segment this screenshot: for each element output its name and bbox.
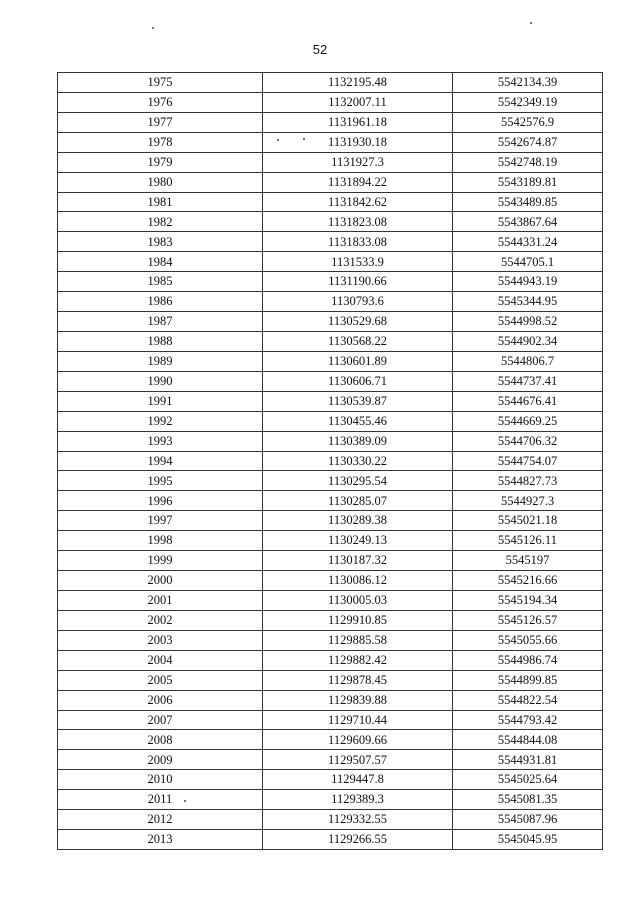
year-cell: 1986 (58, 292, 263, 312)
year-cell: 2007 (58, 710, 263, 730)
value-a-cell: 1130529.68 (263, 312, 453, 332)
value-b-cell: 5545216.66 (453, 571, 603, 591)
year-cell: 2002 (58, 610, 263, 630)
value-a-cell: 1130187.32 (263, 551, 453, 571)
data-table (57, 72, 603, 850)
value-a-cell: 1131961.18 (263, 112, 453, 132)
value-b-cell: 5542748.19 (453, 152, 603, 172)
value-b-cell: 5544931.81 (453, 750, 603, 770)
value-b-cell: 5544943.19 (453, 272, 603, 292)
value-a-cell: 1129839.88 (263, 690, 453, 710)
table-row (58, 112, 603, 132)
table-row (58, 451, 603, 471)
value-a-cell: 1130568.22 (263, 331, 453, 351)
value-a-cell: 1130455.46 (263, 411, 453, 431)
value-a-cell: 1131190.66 (263, 272, 453, 292)
value-b-cell: 5545021.18 (453, 511, 603, 531)
table-row (58, 650, 603, 670)
table-row (58, 630, 603, 650)
value-b-cell: 5544737.41 (453, 371, 603, 391)
year-cell: 1978 (58, 132, 263, 152)
table-row (58, 232, 603, 252)
value-b-cell: 5545126.11 (453, 531, 603, 551)
table-row (58, 292, 603, 312)
value-a-cell: 1130330.22 (263, 451, 453, 471)
value-b-cell: 5544899.85 (453, 670, 603, 690)
value-b-cell: 5543489.85 (453, 192, 603, 212)
value-b-cell: 5545087.96 (453, 810, 603, 830)
value-b-cell: 5542576.9 (453, 112, 603, 132)
value-b-cell: 5544927.3 (453, 491, 603, 511)
value-b-cell: 5542674.87 (453, 132, 603, 152)
value-a-cell: 1129710.44 (263, 710, 453, 730)
value-a-cell: 1131930.18 (263, 132, 453, 152)
value-b-cell: 5544998.52 (453, 312, 603, 332)
value-b-cell: 5543189.81 (453, 172, 603, 192)
value-b-cell: 5544331.24 (453, 232, 603, 252)
year-cell: 1985 (58, 272, 263, 292)
value-b-cell: 5545197 (453, 551, 603, 571)
year-cell: 1993 (58, 431, 263, 451)
value-b-cell: 5544806.7 (453, 351, 603, 371)
value-b-cell: 5544902.34 (453, 331, 603, 351)
value-b-cell: 5542134.39 (453, 73, 603, 93)
table-row (58, 531, 603, 551)
table-row (58, 571, 603, 591)
table-row (58, 710, 603, 730)
value-b-cell: 5544705.1 (453, 252, 603, 272)
value-a-cell: 1131533.9 (263, 252, 453, 272)
value-a-cell: 1131927.3 (263, 152, 453, 172)
value-a-cell: 1129447.8 (263, 770, 453, 790)
value-b-cell: 5544827.73 (453, 471, 603, 491)
table-row (58, 491, 603, 511)
table-body (58, 73, 603, 850)
table-row (58, 411, 603, 431)
value-b-cell: 5545025.64 (453, 770, 603, 790)
table-row (58, 391, 603, 411)
value-a-cell: 1130601.89 (263, 351, 453, 371)
year-cell: 2003 (58, 630, 263, 650)
value-b-cell: 5545126.57 (453, 610, 603, 630)
value-a-cell: 1132007.11 (263, 92, 453, 112)
year-cell: 2011 (58, 790, 263, 810)
table-row (58, 810, 603, 830)
year-cell: 1981 (58, 192, 263, 212)
year-cell: 1983 (58, 232, 263, 252)
value-b-cell: 5545081.35 (453, 790, 603, 810)
table-row (58, 331, 603, 351)
year-cell: 1979 (58, 152, 263, 172)
year-cell: 1989 (58, 351, 263, 371)
table-row (58, 770, 603, 790)
year-cell: 2006 (58, 690, 263, 710)
table-row (58, 371, 603, 391)
year-cell: 1984 (58, 252, 263, 272)
table-row (58, 690, 603, 710)
year-cell: 1995 (58, 471, 263, 491)
year-cell: 1987 (58, 312, 263, 332)
value-b-cell: 5544822.54 (453, 690, 603, 710)
year-cell: 1992 (58, 411, 263, 431)
value-a-cell: 1129882.42 (263, 650, 453, 670)
year-cell: 1999 (58, 551, 263, 571)
table-row (58, 730, 603, 750)
table-row (58, 312, 603, 332)
value-a-cell: 1130793.6 (263, 292, 453, 312)
table-row (58, 132, 603, 152)
value-b-cell: 5545344.95 (453, 292, 603, 312)
year-cell: 2012 (58, 810, 263, 830)
value-a-cell: 1130086.12 (263, 571, 453, 591)
year-cell: 2005 (58, 670, 263, 690)
value-a-cell: 1130249.13 (263, 531, 453, 551)
value-b-cell: 5544676.41 (453, 391, 603, 411)
table-row (58, 192, 603, 212)
page-number: 52 (312, 42, 328, 57)
year-cell: 1980 (58, 172, 263, 192)
value-b-cell: 5544986.74 (453, 650, 603, 670)
year-cell: 2013 (58, 830, 263, 850)
table-row (58, 750, 603, 770)
table-row (58, 610, 603, 630)
year-cell: 1977 (58, 112, 263, 132)
value-a-cell: 1129266.55 (263, 830, 453, 850)
value-a-cell: 1130389.09 (263, 431, 453, 451)
value-a-cell: 1130606.71 (263, 371, 453, 391)
year-cell: 1998 (58, 531, 263, 551)
value-a-cell: 1131894.22 (263, 172, 453, 192)
year-cell: 2004 (58, 650, 263, 670)
year-cell: 2000 (58, 571, 263, 591)
table-row (58, 172, 603, 192)
value-b-cell: 5544669.25 (453, 411, 603, 431)
value-b-cell: 5544754.07 (453, 451, 603, 471)
value-a-cell: 1129885.58 (263, 630, 453, 650)
year-cell: 1994 (58, 451, 263, 471)
year-cell: 1996 (58, 491, 263, 511)
table-row (58, 92, 603, 112)
value-b-cell: 5545194.34 (453, 590, 603, 610)
value-a-cell: 1131823.08 (263, 212, 453, 232)
year-cell: 1991 (58, 391, 263, 411)
value-b-cell: 5542349.19 (453, 92, 603, 112)
year-cell: 1976 (58, 92, 263, 112)
value-a-cell: 1130539.87 (263, 391, 453, 411)
year-cell: 2009 (58, 750, 263, 770)
year-cell: 2001 (58, 590, 263, 610)
table-row (58, 511, 603, 531)
value-b-cell: 5544793.42 (453, 710, 603, 730)
year-cell: 1988 (58, 331, 263, 351)
table-row (58, 212, 603, 232)
value-a-cell: 1129609.66 (263, 730, 453, 750)
year-cell: 2008 (58, 730, 263, 750)
value-a-cell: 1129507.57 (263, 750, 453, 770)
table-row (58, 152, 603, 172)
table-row (58, 670, 603, 690)
value-a-cell: 1131833.08 (263, 232, 453, 252)
table-row (58, 790, 603, 810)
value-b-cell: 5544844.08 (453, 730, 603, 750)
scan-speck (152, 27, 154, 29)
table-row (58, 73, 603, 93)
value-b-cell: 5545045.95 (453, 830, 603, 850)
value-b-cell: 5545055.66 (453, 630, 603, 650)
value-b-cell: 5543867.64 (453, 212, 603, 232)
value-a-cell: 1129332.55 (263, 810, 453, 830)
value-a-cell: 1132195.48 (263, 73, 453, 93)
scan-speck (530, 22, 532, 24)
year-cell: 1975 (58, 73, 263, 93)
table-row (58, 551, 603, 571)
value-b-cell: 5544706.32 (453, 431, 603, 451)
value-a-cell: 1131842.62 (263, 192, 453, 212)
value-a-cell: 1130005.03 (263, 590, 453, 610)
year-cell: 2010 (58, 770, 263, 790)
year-cell: 1982 (58, 212, 263, 232)
year-cell: 1990 (58, 371, 263, 391)
table-row (58, 252, 603, 272)
table-row (58, 431, 603, 451)
value-a-cell: 1130295.54 (263, 471, 453, 491)
table-row (58, 471, 603, 491)
value-a-cell: 1130285.07 (263, 491, 453, 511)
value-a-cell: 1130289.38 (263, 511, 453, 531)
table-row (58, 272, 603, 292)
value-a-cell: 1129878.45 (263, 670, 453, 690)
table-row (58, 351, 603, 371)
table-row (58, 590, 603, 610)
year-cell: 1997 (58, 511, 263, 531)
value-a-cell: 1129389.3 (263, 790, 453, 810)
table-row (58, 830, 603, 850)
value-a-cell: 1129910.85 (263, 610, 453, 630)
